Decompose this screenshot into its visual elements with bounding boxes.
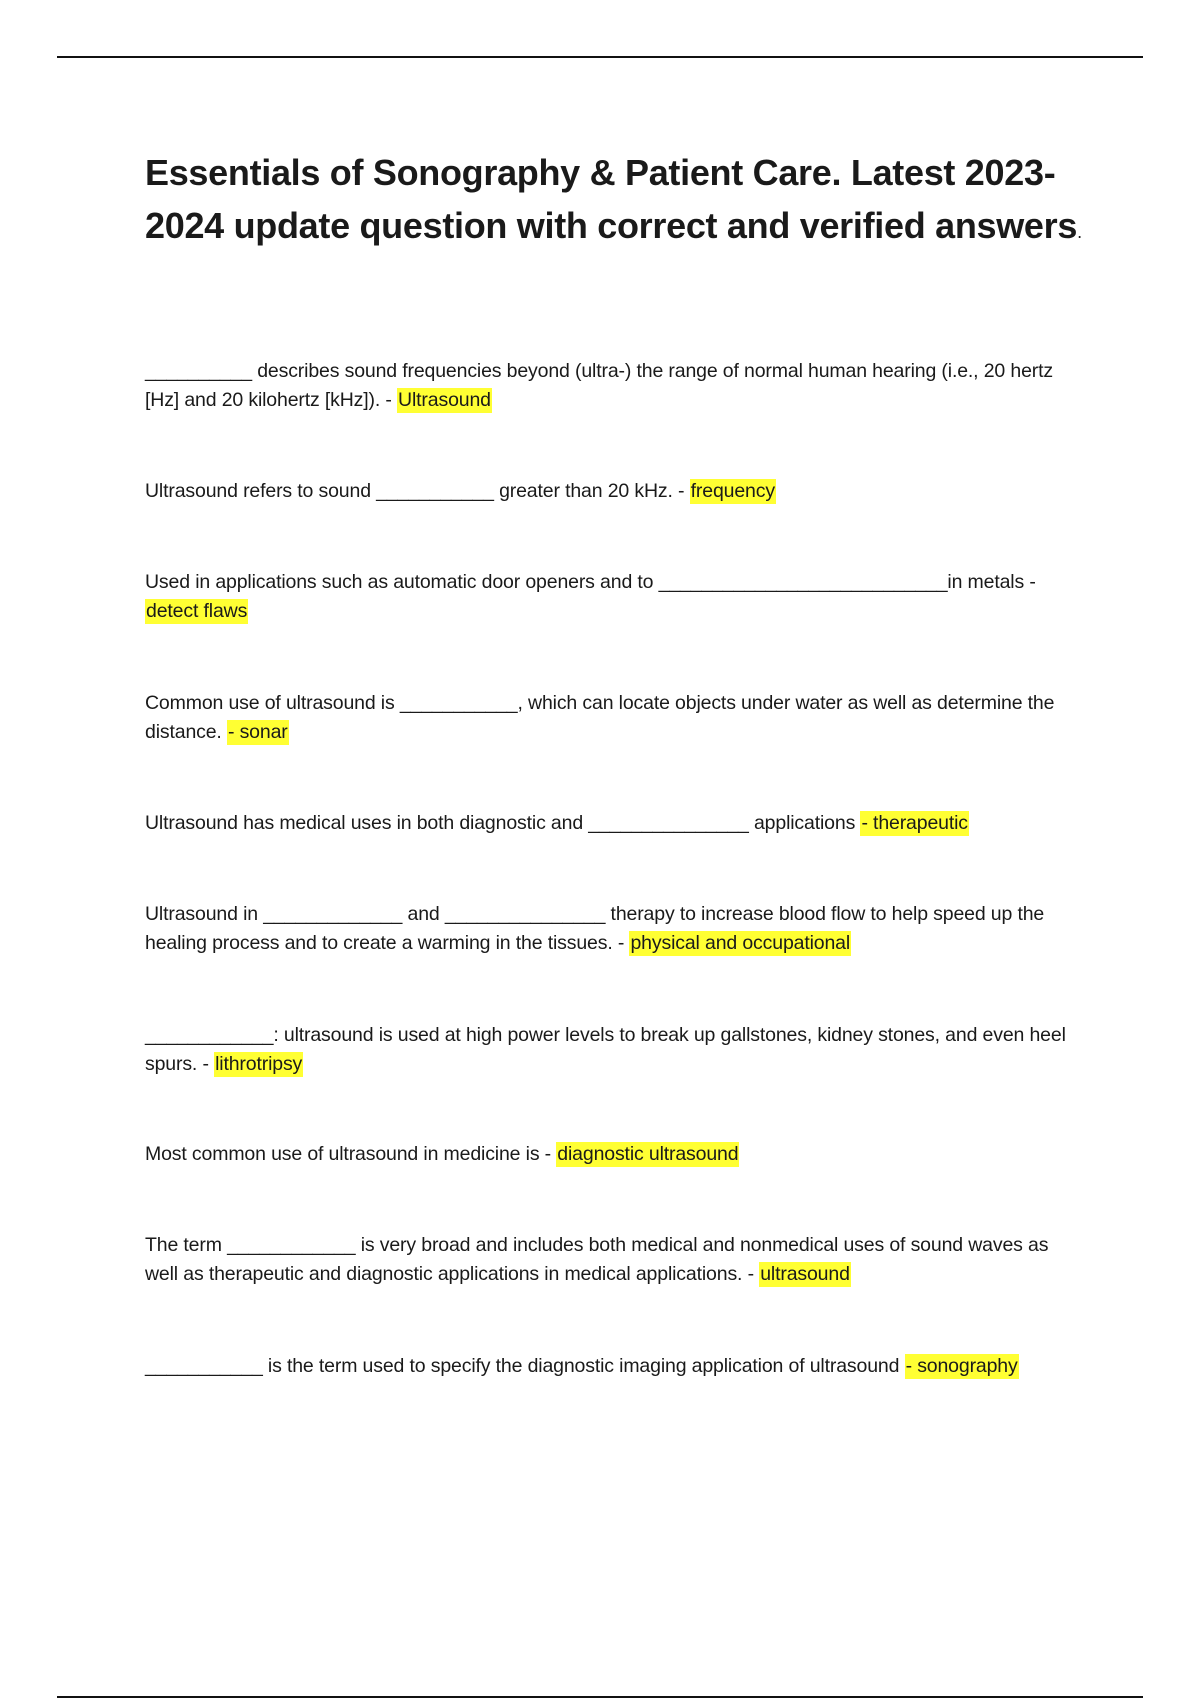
question-text: Most common use of ultrasound in medicine is - [145,1143,557,1165]
question-text: Common use of ultrasound is ___________, which can locate objects under water as well as determine the distance. [145,692,1055,743]
qa-item-5 [145,809,1085,838]
qa-item-3 [145,568,1085,626]
qa-item-2 [145,477,1085,506]
question-text: The term ____________ is very broad and includes both medical and nonmedical uses of sound waves as well as therapeutic and diagnostic applications in medical applications. - [145,1234,1049,1285]
question-text: __________ describes sound frequencies beyond (ultra-) the range of normal human hearing (i.e., 20 hertz [Hz] and 20 kilohertz [kHz]). - [145,360,1053,411]
answer-highlight: diagnostic ultrasound [557,1143,739,1165]
qa-item-4 [145,689,1085,747]
answer-highlight: ultrasound [760,1263,850,1285]
qa-item-6 [145,900,1085,958]
answer-highlight: - therapeutic [861,812,968,834]
qa-item-10 [145,1352,1085,1381]
qa-item-1 [145,357,1085,415]
answer-highlight: - sonar [227,721,288,743]
answer-highlight: lithrotripsy [215,1053,303,1075]
bottom-rule [57,1696,1143,1698]
title-text: Essentials of Sonography & Patient Care. Latest 2023-2024 update question with correct and verified answers [145,152,1078,246]
question-text: Ultrasound in _____________ and _______________ therapy to increase blood flow to help speed up the healing process and to create a warming in the tissues. - [145,903,1045,954]
answer-highlight: Ultrasound [398,389,491,411]
answer-highlight: - sonography [905,1355,1018,1377]
question-text: ___________ is the term used to specify the diagnostic imaging application of ultrasound [145,1355,905,1377]
qa-item-9 [145,1231,1085,1289]
document-title [145,146,1105,259]
answer-highlight: detect flaws [146,600,248,622]
qa-item-8 [145,1140,1085,1169]
title-period: . [1077,222,1082,242]
question-text: Ultrasound refers to sound ___________ greater than 20 kHz. - [145,480,690,502]
question-text: Ultrasound has medical uses in both diagnostic and _______________ applications [145,812,861,834]
top-rule [57,56,1143,58]
question-text: Used in applications such as automatic door openers and to ___________________________in metals - [145,571,1036,593]
answer-highlight: physical and occupational [630,932,851,954]
answer-highlight: frequency [690,480,775,502]
question-text: ____________: ultrasound is used at high power levels to break up gallstones, kidney stones, and even heel spurs. - [145,1024,1066,1075]
qa-item-7 [145,1021,1085,1079]
